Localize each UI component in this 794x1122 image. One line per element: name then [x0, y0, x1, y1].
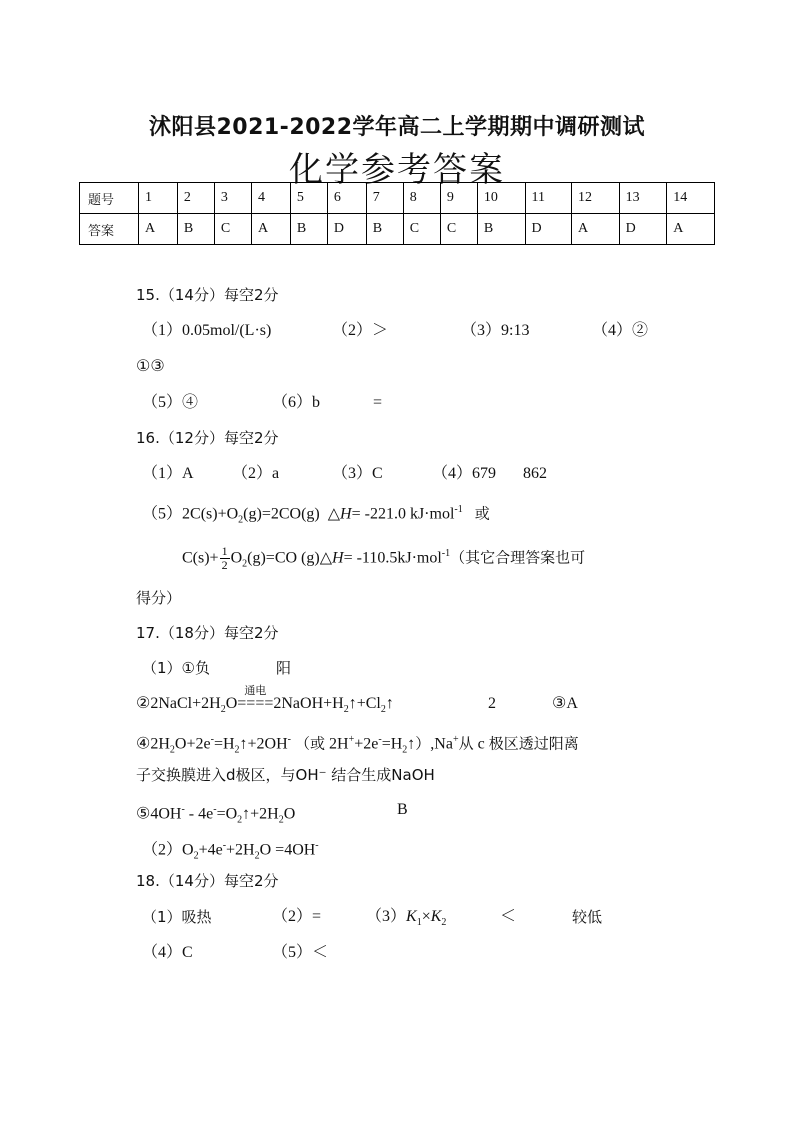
q18-heading: 18.（14分）每空2分	[136, 872, 279, 890]
q18-answer-3-label: （3）	[366, 908, 407, 925]
q16-answer-5-equation-2: C(s)+ $\frac{1}{2}$ $O_2(g)=CO$ (g)△H= -110.5kJ·mol$^{-1}$（其它合理答案也可	[182, 544, 586, 573]
q15-answer-2: （2）＞	[332, 322, 389, 339]
q18-answer-3c: 较低	[572, 908, 603, 926]
question-number: 2	[177, 183, 214, 214]
q15-answer-1: （1）0.05mol/(L·s)	[142, 322, 272, 339]
q17-heading: 17.（18分）每空2分	[136, 624, 279, 642]
q16-answer-1: （1）A	[142, 465, 194, 482]
electrolysis-arrow: 通电 ====	[237, 694, 273, 714]
q17-answer-3: ③A	[552, 695, 578, 712]
q17-answer-4-continued: 子交换膜进入d极区，与OH⁻ 结合生成NaOH	[136, 766, 435, 784]
question-number: 10	[477, 183, 525, 214]
answer-cell: C	[440, 214, 477, 245]
question-number: 1	[139, 183, 178, 214]
q15-answer-6b: =	[373, 394, 383, 411]
q16-answer-4: （4）679	[432, 465, 497, 482]
question-number: 6	[327, 183, 366, 214]
q18-answer-1: （1）吸热	[142, 908, 212, 926]
question-number: 12	[571, 183, 619, 214]
q15-answer-5: （5）④	[142, 394, 199, 411]
q16-or: 或	[474, 504, 490, 523]
answer-table-answer-row	[80, 214, 715, 245]
question-number: 13	[619, 183, 667, 214]
condition-label: 通电	[244, 684, 267, 697]
q16-answer-2: （2）a	[232, 465, 280, 482]
q18-answer-2: （2）=	[272, 908, 322, 925]
q16-answer-3: （3）C	[332, 465, 383, 482]
q15-answer-3: （3）9:13	[461, 322, 530, 339]
q18-answer-5: （5）＜	[272, 944, 329, 961]
question-number: 14	[667, 183, 715, 214]
answer-cell: C	[403, 214, 440, 245]
q17-answer-1a: （1）①负	[142, 659, 210, 677]
answer-cell: A	[667, 214, 715, 245]
q16-answer-5-equation-1: $(5)2C(s)+O_2(g)=2CO(g)$ △H= -221.0 kJ·mol$^{-1}$ 或	[142, 504, 490, 526]
answer-table-number-row	[80, 183, 715, 214]
q18-answer-3: $(3)K_1\times K_2$	[366, 908, 447, 929]
row-label-numbers: 题号	[80, 183, 139, 214]
answer-cell: C	[214, 214, 251, 245]
q18-answer-4: （4）C	[142, 944, 193, 961]
document-title: 沭阳县2021-2022学年高二上学期期中调研测试	[148, 115, 646, 140]
q17-part-2: $(2)O_2+4e^-+2H_2O =4OH^-$	[142, 840, 319, 862]
document-subtitle: 化学参考答案	[289, 150, 505, 190]
question-number: 11	[525, 183, 571, 214]
answer-cell: B	[477, 214, 525, 245]
q15-answer-6: （6）b	[272, 394, 321, 411]
answer-cell: A	[571, 214, 619, 245]
answer-cell: D	[327, 214, 366, 245]
q16-answer-4b: 862	[523, 465, 547, 482]
q18-answer-3b: ＜	[500, 908, 517, 925]
q16-note: （其它合理答案也可	[450, 548, 586, 567]
q16-note-continued: 得分）	[136, 589, 182, 607]
question-number: 7	[366, 183, 403, 214]
q16-heading: 16.（12分）每空2分	[136, 429, 279, 447]
answer-cell: B	[290, 214, 327, 245]
q17-answer-2: 2	[488, 695, 496, 712]
question-number: 9	[440, 183, 477, 214]
q15-heading: 15.（14分）每空2分	[136, 286, 279, 304]
question-number: 5	[290, 183, 327, 214]
q17-answer-4: $④2H_2O+2e^-=H_2↑+2OH^-$ （或 $2H^++2e^-=H_2↑),Na^+$从 c 极区透过阳离	[136, 734, 579, 756]
q17-answer-5b: B	[397, 801, 408, 818]
half-fraction: $\frac{1}{2}$	[221, 544, 228, 573]
answer-cell: A	[139, 214, 178, 245]
q17-equation-electrolysis: $②2NaCl+2H_2O$ 通电 $====2NaOH+H_2↑+Cl_2↑$	[136, 694, 394, 720]
q15-answer-4-continued: ①③	[136, 358, 165, 375]
answer-cell: D	[619, 214, 667, 245]
answer-cell: B	[366, 214, 403, 245]
question-number: 8	[403, 183, 440, 214]
q17-answer-5: ⑤4OH- - $4e^-=O_2↑+2H_2O$	[136, 804, 296, 826]
question-number: 4	[251, 183, 290, 214]
q15-answer-4: （4）②	[592, 322, 649, 339]
row-label-answers: 答案	[80, 214, 139, 245]
answer-cell: D	[525, 214, 571, 245]
question-number: 3	[214, 183, 251, 214]
answer-cell: B	[177, 214, 214, 245]
q16-answer-5-label: （5）	[142, 505, 183, 523]
answer-table	[79, 182, 715, 245]
q17-answer-1b: 阳	[276, 659, 292, 677]
answer-cell: A	[251, 214, 290, 245]
